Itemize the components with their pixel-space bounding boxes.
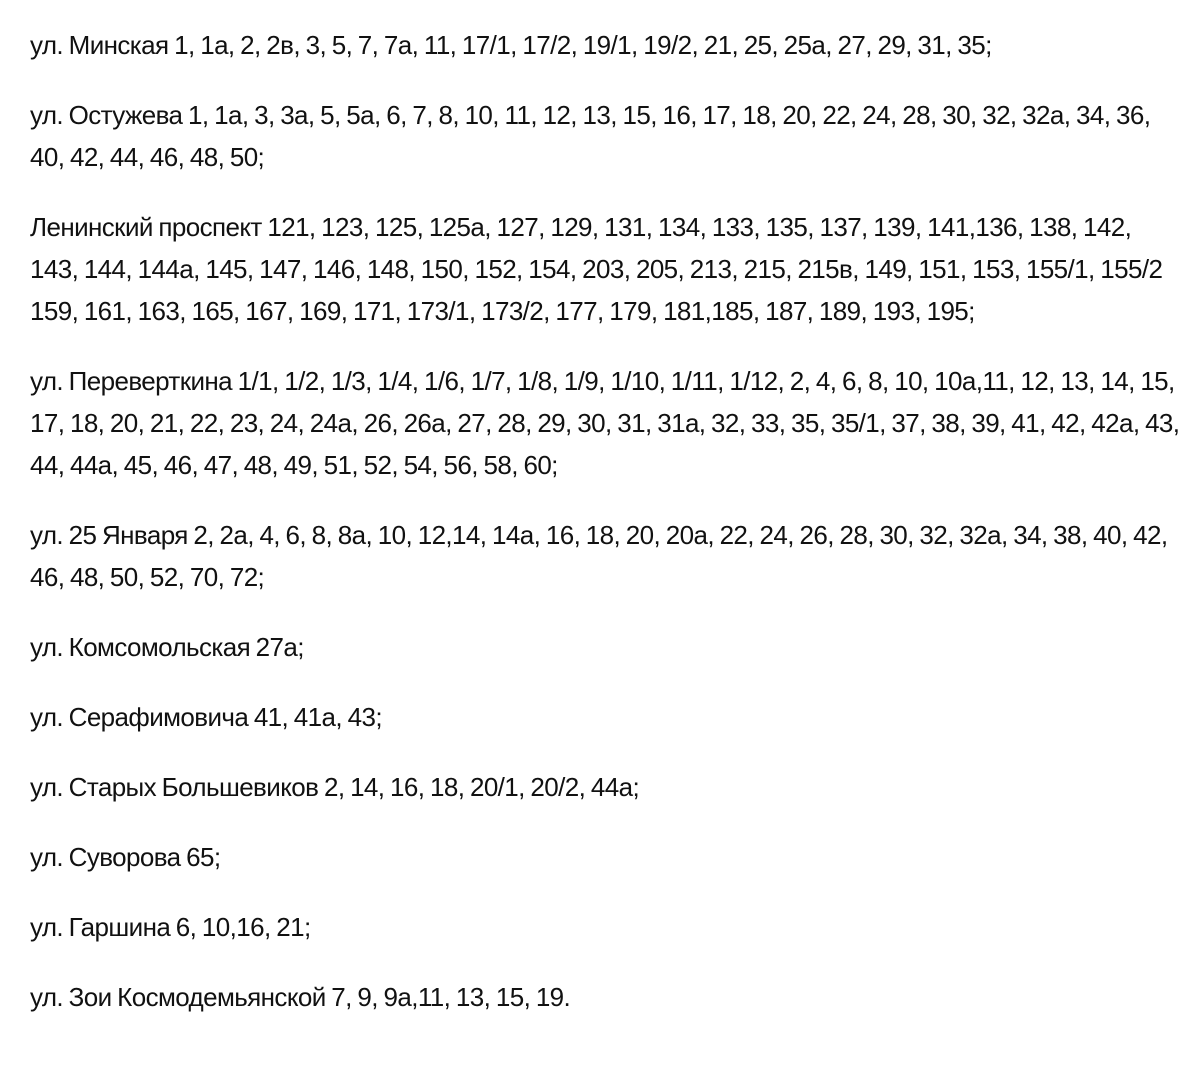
address-item-perevertkina: ул. Переверткина 1/1, 1/2, 1/3, 1/4, 1/6, 1/7, 1/8, 1/9, 1/10, 1/11, 1/12, 2, 4, 6, 8, 10, 10а,11, 12, 13, 14, 15, 17, 18, 20, 21, 22, 23, 24, 24а, 26, 26а, 27, 28, 29, 30, 31, 31а, 32, 33, 35, 35/1, 37, 38, 39, 41, 42, 42а, 43, 44, 44а, 45, 46, 47, 48, 49, 51, 52, 54, 56, 58, 60; [30,366,1180,480]
address-item-komsomolskaya: ул. Комсомольская 27а; [30,632,304,662]
address-item-25-yanvarya: ул. 25 Января 2, 2а, 4, 6, 8, 8а, 10, 12,14, 14а, 16, 18, 20, 20а, 22, 24, 26, 28, 30, 32, 32а, 34, 38, 40, 42, 46, 48, 50, 52, 70, 72; [30,520,1168,592]
address-item-minskaya: ул. Минская 1, 1а, 2, 2в, 3, 5, 7, 7а, 11, 17/1, 17/2, 19/1, 19/2, 21, 25, 25а, 27, 29, 31, 35; [30,30,992,60]
address-item-starykh-bolshevikov: ул. Старых Большевиков 2, 14, 16, 18, 20/1, 20/2, 44а; [30,772,640,802]
address-item-ostuzheva: ул. Остужева 1, 1а, 3, 3а, 5, 5а, 6, 7, 8, 10, 11, 12, 13, 15, 16, 17, 18, 20, 22, 24, 28, 30, 32, 32а, 34, 36, 40, 42, 44, 46, 48, 50; [30,100,1151,172]
address-item-leninsky-prospekt: Ленинский проспект 121, 123, 125, 125а, 127, 129, 131, 134, 133, 135, 137, 139, 141,136, 138, 142, 143, 144, 144а, 145, 147, 146, 148, 150, 152, 154, 203, 205, 213, 215, 215в, 149, 151, 153, 155/1, 155/2 159, 161, 163, 165, 167, 169, 171, 173/1, 173/2, 177, 179, 181,185, 187, 189, 193, 195; [30,212,1163,326]
address-item-suvorova: ул. Суворова 65; [30,842,221,872]
address-item-serafimovicha: ул. Серафимовича 41, 41а, 43; [30,702,382,732]
address-item-garshina: ул. Гаршина 6, 10,16, 21; [30,912,311,942]
address-item-zoi-kosmodemyanskoy: ул. Зои Космодемьянской 7, 9, 9а,11, 13, 15, 19. [30,982,571,1012]
address-list [30,24,1180,1046]
